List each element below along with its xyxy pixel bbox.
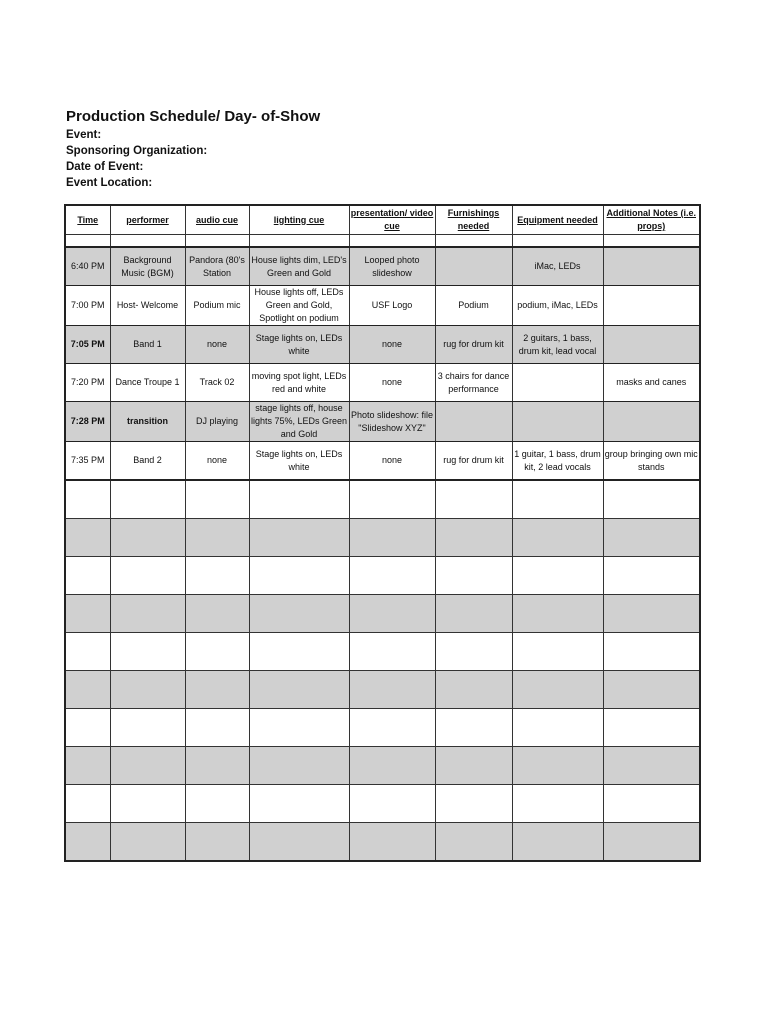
performer-cell[interactable]: Host- Welcome: [110, 286, 185, 326]
presentation-cue-cell[interactable]: USF Logo: [349, 286, 435, 326]
empty-audio-cue-cell[interactable]: [185, 823, 249, 862]
empty-equipment-cell[interactable]: [512, 671, 603, 709]
notes-cell[interactable]: group bringing own mic stands: [603, 442, 700, 481]
table-row: [65, 402, 700, 442]
sponsoring-organization-field: [66, 145, 211, 157]
presentation-cue-cell[interactable]: none: [349, 364, 435, 402]
empty-lighting-cue-cell[interactable]: [249, 633, 349, 671]
furnishings-cell[interactable]: rug for drum kit: [435, 442, 512, 481]
empty-presentation-cue-cell[interactable]: [349, 519, 435, 557]
audio-cue-cell[interactable]: Pandora (80's Station: [185, 247, 249, 286]
lighting-cue-cell[interactable]: moving spot light, LEDs red and white: [249, 364, 349, 402]
empty-table-row: [65, 709, 700, 747]
notes-cell[interactable]: [603, 286, 700, 326]
spacer-cell: [110, 235, 185, 248]
empty-audio-cue-cell[interactable]: [185, 633, 249, 671]
presentation-cue-cell[interactable]: none: [349, 442, 435, 481]
empty-performer-cell[interactable]: [110, 823, 185, 862]
spacer-cell: [435, 235, 512, 248]
empty-notes-cell[interactable]: [603, 633, 700, 671]
empty-furnishings-cell[interactable]: [435, 709, 512, 747]
time-cell[interactable]: 7:20 PM: [65, 364, 110, 402]
empty-performer-cell[interactable]: [110, 671, 185, 709]
col-header-time: Time: [65, 205, 110, 235]
equipment-cell[interactable]: podium, iMac, LEDs: [512, 286, 603, 326]
empty-presentation-cue-cell[interactable]: [349, 633, 435, 671]
empty-performer-cell[interactable]: [110, 480, 185, 519]
audio-cue-cell[interactable]: none: [185, 442, 249, 481]
empty-presentation-cue-cell[interactable]: [349, 595, 435, 633]
empty-equipment-cell[interactable]: [512, 823, 603, 862]
event-location-field: [66, 177, 156, 189]
empty-performer-cell[interactable]: [110, 557, 185, 595]
empty-furnishings-cell[interactable]: [435, 557, 512, 595]
date-of-event-field: [66, 161, 147, 173]
empty-time-cell[interactable]: [65, 709, 110, 747]
lighting-cue-cell[interactable]: Stage lights on, LEDs white: [249, 442, 349, 481]
empty-notes-cell[interactable]: [603, 480, 700, 519]
col-header-performer: performer: [110, 205, 185, 235]
header-row: [65, 205, 700, 235]
empty-presentation-cue-cell[interactable]: [349, 480, 435, 519]
empty-audio-cue-cell[interactable]: [185, 480, 249, 519]
equipment-cell[interactable]: 1 guitar, 1 bass, drum kit, 2 lead vocals: [512, 442, 603, 481]
empty-performer-cell[interactable]: [110, 595, 185, 633]
lighting-cue-cell[interactable]: House lights off, LEDs Green and Gold, Spotlight on podium: [249, 286, 349, 326]
empty-performer-cell[interactable]: [110, 747, 185, 785]
time-cell[interactable]: 7:05 PM: [65, 326, 110, 364]
empty-table-row: [65, 785, 700, 823]
empty-equipment-cell[interactable]: [512, 747, 603, 785]
furnishings-cell[interactable]: Podium: [435, 286, 512, 326]
lighting-cue-cell[interactable]: stage lights off, house lights 75%, LEDs Green and Gold: [249, 402, 349, 442]
empty-furnishings-cell[interactable]: [435, 747, 512, 785]
empty-presentation-cue-cell[interactable]: [349, 747, 435, 785]
event-label: Event:: [66, 129, 102, 141]
col-header-presentation-video-cue: presentation/ video cue: [349, 205, 435, 235]
audio-cue-cell[interactable]: none: [185, 326, 249, 364]
empty-equipment-cell[interactable]: [512, 633, 603, 671]
empty-furnishings-cell[interactable]: [435, 519, 512, 557]
empty-equipment-cell[interactable]: [512, 480, 603, 519]
empty-time-cell[interactable]: [65, 823, 110, 862]
performer-cell[interactable]: Band 2: [110, 442, 185, 481]
lighting-cue-cell[interactable]: House lights dim, LED's Green and Gold: [249, 247, 349, 286]
empty-lighting-cue-cell[interactable]: [249, 557, 349, 595]
date-of-event-label: Date of Event:: [66, 161, 144, 173]
sponsoring-organization-label: Sponsoring Organization:: [66, 145, 208, 157]
time-cell[interactable]: 7:35 PM: [65, 442, 110, 481]
empty-furnishings-cell[interactable]: [435, 671, 512, 709]
empty-audio-cue-cell[interactable]: [185, 747, 249, 785]
empty-performer-cell[interactable]: [110, 633, 185, 671]
equipment-cell[interactable]: iMac, LEDs: [512, 247, 603, 286]
empty-table-row: [65, 633, 700, 671]
table-row: [65, 364, 700, 402]
empty-lighting-cue-cell[interactable]: [249, 671, 349, 709]
time-cell[interactable]: 7:00 PM: [65, 286, 110, 326]
table-row: [65, 286, 700, 326]
empty-time-cell[interactable]: [65, 671, 110, 709]
page-title: Production Schedule/ Day- of-Show: [66, 108, 321, 125]
empty-time-cell[interactable]: [65, 595, 110, 633]
spacer-cell: [349, 235, 435, 248]
empty-lighting-cue-cell[interactable]: [249, 519, 349, 557]
spacer-cell: [512, 235, 603, 248]
empty-lighting-cue-cell[interactable]: [249, 709, 349, 747]
empty-equipment-cell[interactable]: [512, 785, 603, 823]
notes-cell[interactable]: [603, 402, 700, 442]
table-row: [65, 442, 700, 481]
spacer-row: [65, 235, 700, 248]
event-field: [66, 129, 105, 141]
empty-furnishings-cell[interactable]: [435, 633, 512, 671]
empty-audio-cue-cell[interactable]: [185, 709, 249, 747]
col-header-furnishings-needed: Furnishings needed: [435, 205, 512, 235]
empty-furnishings-cell[interactable]: [435, 823, 512, 862]
notes-cell[interactable]: [603, 326, 700, 364]
furnishings-cell[interactable]: 3 chairs for dance performance: [435, 364, 512, 402]
empty-presentation-cue-cell[interactable]: [349, 785, 435, 823]
empty-table-row: [65, 823, 700, 862]
empty-lighting-cue-cell[interactable]: [249, 595, 349, 633]
notes-cell[interactable]: masks and canes: [603, 364, 700, 402]
empty-lighting-cue-cell[interactable]: [249, 785, 349, 823]
empty-furnishings-cell[interactable]: [435, 785, 512, 823]
empty-equipment-cell[interactable]: [512, 709, 603, 747]
empty-time-cell[interactable]: [65, 747, 110, 785]
audio-cue-cell[interactable]: Track 02: [185, 364, 249, 402]
time-cell[interactable]: 6:40 PM: [65, 247, 110, 286]
empty-table-row: [65, 557, 700, 595]
empty-performer-cell[interactable]: [110, 709, 185, 747]
empty-furnishings-cell[interactable]: [435, 480, 512, 519]
empty-audio-cue-cell[interactable]: [185, 557, 249, 595]
empty-equipment-cell[interactable]: [512, 595, 603, 633]
equipment-cell[interactable]: 2 guitars, 1 bass, drum kit, lead vocal: [512, 326, 603, 364]
performer-cell[interactable]: Band 1: [110, 326, 185, 364]
equipment-cell[interactable]: [512, 402, 603, 442]
notes-cell[interactable]: [603, 247, 700, 286]
empty-table-row: [65, 480, 700, 519]
empty-table-row: [65, 519, 700, 557]
empty-notes-cell[interactable]: [603, 595, 700, 633]
performer-cell[interactable]: transition: [110, 402, 185, 442]
table-row: [65, 247, 700, 286]
empty-time-cell[interactable]: [65, 785, 110, 823]
empty-presentation-cue-cell[interactable]: [349, 557, 435, 595]
empty-notes-cell[interactable]: [603, 557, 700, 595]
empty-notes-cell[interactable]: [603, 823, 700, 862]
performer-cell[interactable]: Dance Troupe 1: [110, 364, 185, 402]
col-header-additional-notes: Additional Notes (i.e. props): [603, 205, 700, 235]
lighting-cue-cell[interactable]: Stage lights on, LEDs white: [249, 326, 349, 364]
empty-equipment-cell[interactable]: [512, 519, 603, 557]
presentation-cue-cell[interactable]: Photo slideshow: file "Slideshow XYZ": [349, 402, 435, 442]
empty-table-row: [65, 747, 700, 785]
equipment-cell[interactable]: [512, 364, 603, 402]
empty-table-row: [65, 671, 700, 709]
performer-cell[interactable]: Background Music (BGM): [110, 247, 185, 286]
empty-performer-cell[interactable]: [110, 785, 185, 823]
spacer-cell: [65, 235, 110, 248]
col-header-audio-cue: audio cue: [185, 205, 249, 235]
empty-audio-cue-cell[interactable]: [185, 595, 249, 633]
empty-presentation-cue-cell[interactable]: [349, 823, 435, 862]
empty-notes-cell[interactable]: [603, 785, 700, 823]
empty-presentation-cue-cell[interactable]: [349, 709, 435, 747]
empty-time-cell[interactable]: [65, 480, 110, 519]
empty-furnishings-cell[interactable]: [435, 595, 512, 633]
empty-presentation-cue-cell[interactable]: [349, 671, 435, 709]
empty-notes-cell[interactable]: [603, 671, 700, 709]
spacer-cell: [603, 235, 700, 248]
table-row: [65, 326, 700, 364]
audio-cue-cell[interactable]: DJ playing: [185, 402, 249, 442]
empty-lighting-cue-cell[interactable]: [249, 747, 349, 785]
empty-notes-cell[interactable]: [603, 747, 700, 785]
furnishings-cell[interactable]: rug for drum kit: [435, 326, 512, 364]
empty-notes-cell[interactable]: [603, 709, 700, 747]
empty-equipment-cell[interactable]: [512, 557, 603, 595]
furnishings-cell[interactable]: [435, 247, 512, 286]
spacer-cell: [185, 235, 249, 248]
time-cell[interactable]: 7:28 PM: [65, 402, 110, 442]
empty-notes-cell[interactable]: [603, 519, 700, 557]
furnishings-cell[interactable]: [435, 402, 512, 442]
empty-lighting-cue-cell[interactable]: [249, 480, 349, 519]
production-schedule-table: [64, 204, 701, 862]
empty-audio-cue-cell[interactable]: [185, 519, 249, 557]
presentation-cue-cell[interactable]: Looped photo slideshow: [349, 247, 435, 286]
spacer-cell: [249, 235, 349, 248]
col-header-equipment-needed: Equipment needed: [512, 205, 603, 235]
col-header-lighting-cue: lighting cue: [249, 205, 349, 235]
empty-audio-cue-cell[interactable]: [185, 671, 249, 709]
audio-cue-cell[interactable]: Podium mic: [185, 286, 249, 326]
empty-audio-cue-cell[interactable]: [185, 785, 249, 823]
empty-lighting-cue-cell[interactable]: [249, 823, 349, 862]
event-location-label: Event Location:: [66, 177, 153, 189]
empty-performer-cell[interactable]: [110, 519, 185, 557]
presentation-cue-cell[interactable]: none: [349, 326, 435, 364]
empty-time-cell[interactable]: [65, 633, 110, 671]
empty-time-cell[interactable]: [65, 519, 110, 557]
empty-time-cell[interactable]: [65, 557, 110, 595]
empty-table-row: [65, 595, 700, 633]
